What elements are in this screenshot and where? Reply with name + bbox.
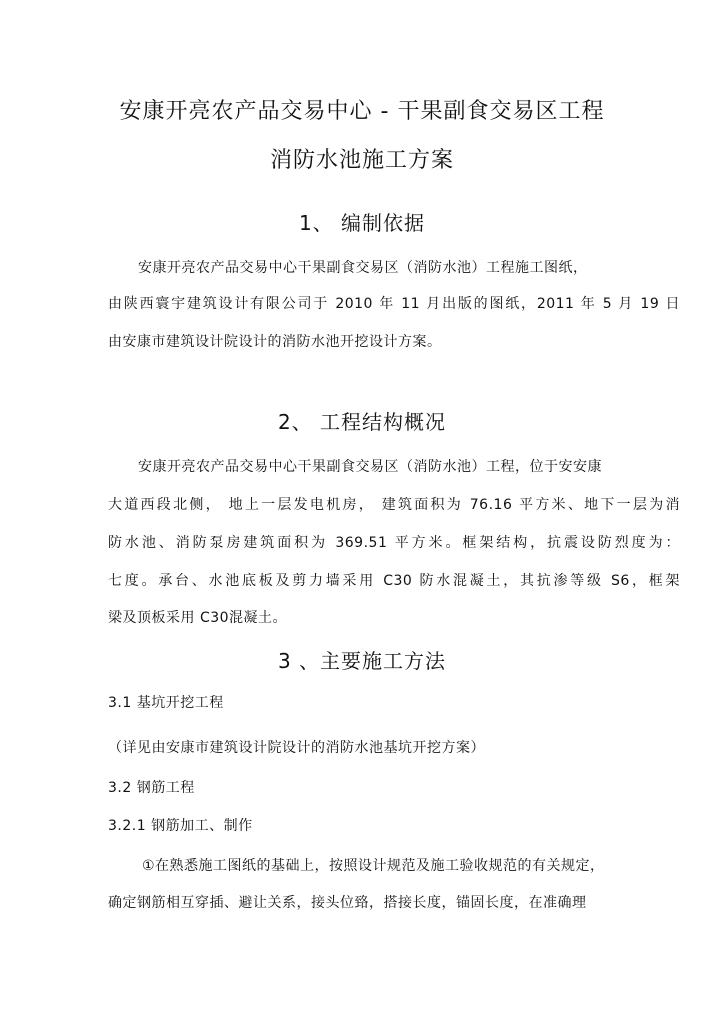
section-1-paragraph-line: 由安康市建筑设计院设计的消防水池开挖设计方案。: [108, 334, 442, 350]
section-2-heading: 2、 工程结构概况: [277, 410, 447, 434]
subsection-3-1-note: （详见由安康市建筑设计院设计的消防水池基坑开挖方案）: [108, 740, 485, 756]
document-subtitle: 消防水池施工方案: [269, 148, 454, 173]
section-3-paragraph-line: ①在熟悉施工图纸的基础上，按照设计规范及施工验收规范的有关规定，: [142, 858, 605, 874]
document-title: 安康开亮农产品交易中心 - 干果副食交易区工程: [119, 99, 605, 124]
section-3-heading: 3 、主要施工方法: [277, 649, 447, 673]
section-2-paragraph-line: 梁及顶板采用 C30混凝土。: [108, 610, 288, 626]
section-2-paragraph-line: 七度。承台、水池底板及剪力墙采用 C30 防水混凝土，其抗渗等级 S6，框架: [108, 573, 680, 589]
section-3-paragraph-line: 确定钢筋相互穿插、避让关系，接头位臵，搭接长度，锚固长度，在准确理: [108, 895, 587, 911]
subsection-3-1-title: 3.1 基坑开挖工程: [108, 695, 224, 711]
section-2-paragraph-line: 防水池、消防泵房建筑面积为 369.51 平方米。框架结构，抗震设防烈度为：: [108, 535, 680, 551]
subsection-3-2-title: 3.2 钢筋工程: [108, 780, 195, 796]
section-2-paragraph-line: 安康开亮农产品交易中心干果副食交易区（消防水池）工程，位于安安康: [138, 459, 602, 475]
section-1-paragraph-line: 由陕西寰宇建筑设计有限公司于 2010 年 11 月出版的图纸，2011 年 5 月 19 日: [108, 296, 680, 312]
subsection-3-2-1-title: 3.2.1 钢筋加工、制作: [108, 818, 253, 834]
section-2-paragraph-line: 大道西段北侧， 地上一层发电机房， 建筑面积为 76.16 平方米、地下一层为消: [108, 497, 680, 513]
section-1-paragraph-line: 安康开亮农产品交易中心干果副食交易区（消防水池）工程施工图纸，: [138, 260, 588, 276]
section-1-heading: 1、 编制依据: [298, 211, 426, 235]
